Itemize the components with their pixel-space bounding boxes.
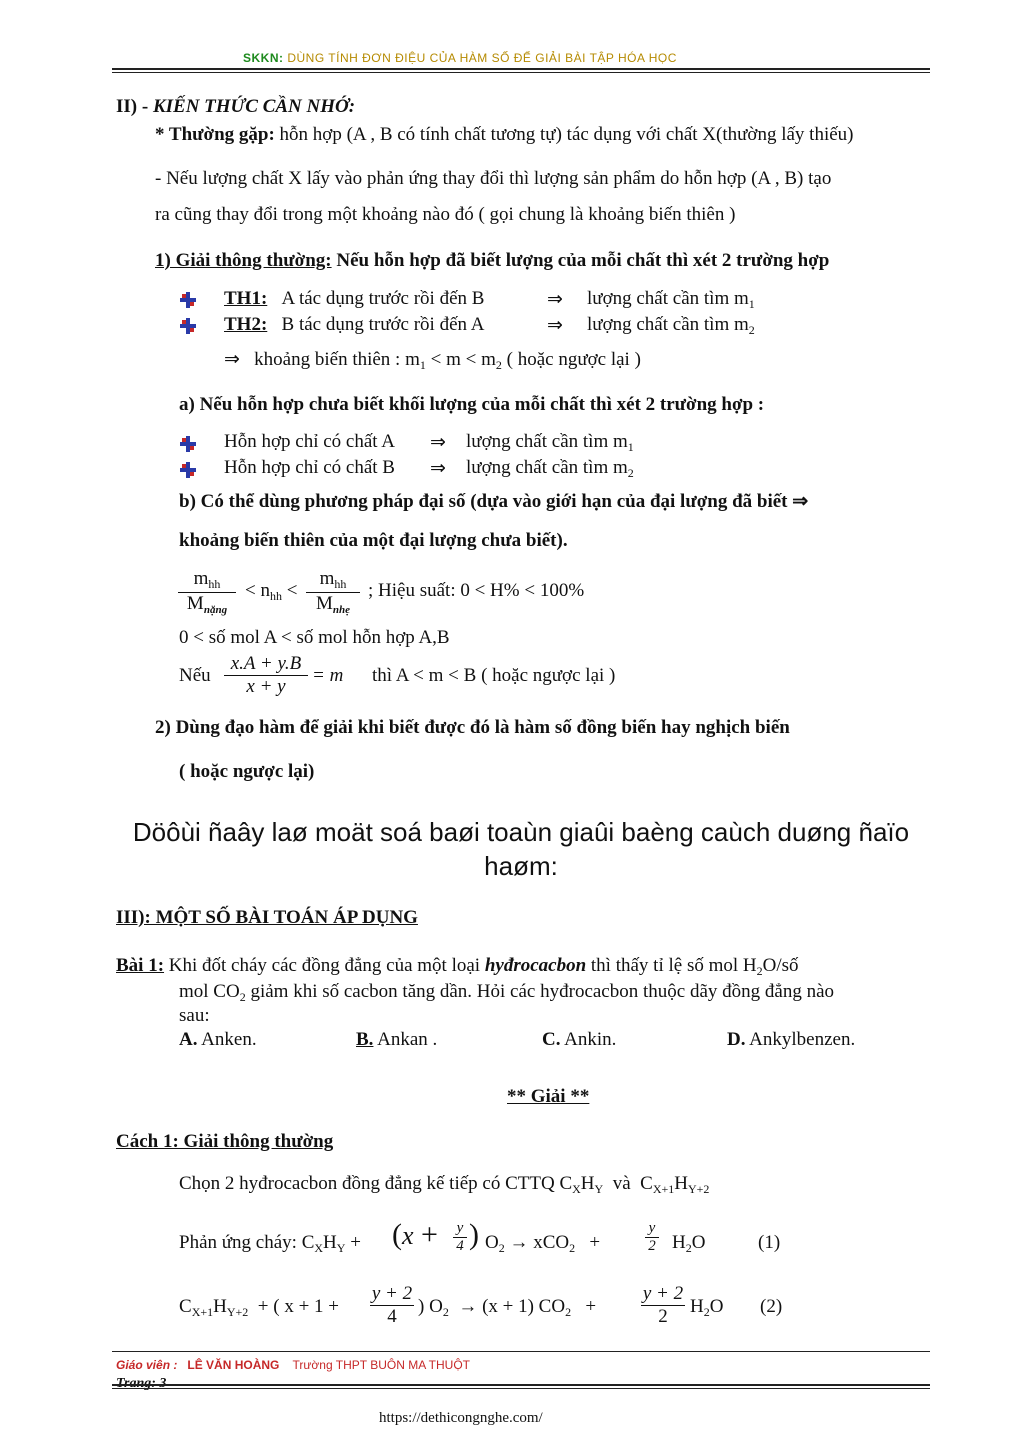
bai1-line1: Bài 1: Khi đốt cháy các đồng đẳng của một loại hyđrocacbon thì thấy tỉ lệ số mol $H_2O/số$ (116, 955, 799, 978)
bullet-icon (180, 318, 196, 334)
bai1-t3: O/số (762, 955, 799, 976)
fraction-weighted-avg (224, 653, 308, 698)
option-d-key: D. (727, 1029, 746, 1050)
th2-line (224, 314, 484, 336)
header-kicker: SKKN: (243, 51, 284, 65)
sub1-heading (155, 250, 829, 272)
weighted-then: thì A < m < B ( hoặc ngược lại ) (372, 665, 616, 686)
implies-icon: ⇒ (224, 349, 240, 370)
footer-gv: Giáo viên : (116, 1358, 178, 1372)
footer-rule-double (112, 1384, 930, 1386)
a1-text: Hỗn hợp chỉ có chất A (224, 431, 395, 452)
frac-M: M (186, 593, 204, 614)
common-text: hỗn hợp (A , B có tính chất tương tự) tác dụng với chất X(thường lấy thiếu) (274, 124, 854, 145)
eq2-frac-left: $\frac{y + 2}{4}$ (371, 1283, 413, 1327)
bai1-t2: thì thấy tỉ lệ số mol H (586, 955, 757, 976)
fraction-m-over-mnhe (306, 568, 360, 616)
implies-icon: ⇒ (430, 432, 446, 453)
source-link[interactable]: https://dethicongnghe.com/ (379, 1410, 543, 1426)
a2-res-text: lượng chất cần tìm m (466, 457, 628, 478)
a1-sub: 1 (627, 440, 634, 454)
sub1-text: Nếu hỗn hợp đã biết lượng của mỗi chất thì xét 2 trường hợp (331, 250, 830, 271)
eq1-rhs: $O_2 \to xCO_2$ + (485, 1232, 601, 1255)
equation-2: $C_{X+1}H_{Y+2}$ + ( x + 1 + (179, 1296, 340, 1319)
footer-name: LÊ VĂN HOÀNG (187, 1358, 280, 1372)
eq2-rhs: ) $O_2 \to (x + 1) CO_2$ + (418, 1296, 597, 1319)
th2-res-text: lượng chất cần tìm m (587, 314, 749, 335)
range-sub2: 2 (495, 358, 502, 372)
th2-label: TH2: (224, 314, 268, 335)
th2-result (587, 314, 755, 338)
garbled-heading: Döôùi ñaây laø moät soá baøi toaùn giaûi baèng caùch duøng ñaïo haøm: (132, 817, 910, 881)
method1-heading: Cách 1: Giải thông thường (116, 1131, 334, 1152)
section-3-heading: III): MỘT SỐ BÀI TOÁN ÁP DỤNG (116, 907, 418, 928)
a2-text: Hỗn hợp chỉ có chất B (224, 457, 395, 478)
bai1-l2a: mol CO (179, 981, 240, 1002)
a1-line (224, 431, 395, 453)
th1-text: A tác dụng trước rồi đến B (281, 288, 485, 309)
eq1-paren: (x + (392, 1218, 438, 1251)
page-header (243, 51, 677, 65)
common-case (155, 124, 853, 146)
bullet-icon (180, 436, 196, 452)
weighted-eq: = m (312, 665, 344, 686)
weighted-den: x + y (224, 675, 308, 698)
range-end: ( hoặc ngược lại ) (501, 349, 641, 370)
footer-teacher (116, 1358, 470, 1372)
bullet-icon (180, 462, 196, 478)
footer-rule (112, 1351, 930, 1352)
n-hh-sub: hh (269, 589, 282, 603)
option-a-text: Anken. (197, 1029, 257, 1050)
para1-line2: ra cũng thay đổi trong một khoảng nào đó ( gọi chung là khoảng biến thiên ) (155, 204, 736, 225)
para1-line1: - Nếu lượng chất X lấy vào phản ứng thay đổi thì lượng sản phẩm do hỗn hợp (A , B) tạo (155, 168, 832, 189)
option-a[interactable] (179, 1029, 257, 1051)
section-2-heading (116, 96, 355, 118)
case-b-line2: khoảng biến thiên của một đại lượng chưa biết). (179, 530, 568, 551)
eq2-frac-right: $\frac{y + 2}{2}$ (642, 1283, 684, 1327)
weighted-num: x.A + y.B (230, 653, 302, 674)
header-title: DÙNG TÍNH ĐƠN ĐIỆU CỦA HÀM SỐ ĐỂ GIẢI BÀI TẬP HÓA HỌC (287, 51, 677, 65)
frac-m: m (193, 568, 209, 589)
th1-label: TH1: (224, 288, 268, 309)
range-sub1: 1 (419, 358, 426, 372)
implies-icon: ⇒ (547, 289, 563, 310)
frac-nang: nặng (203, 604, 228, 616)
option-c-text: Ankin. (560, 1029, 617, 1050)
implies-icon: ⇒ (430, 458, 446, 479)
option-b-text: Ankan . (373, 1029, 438, 1050)
inequality-mid (245, 580, 297, 604)
th2-text: B tác dụng trước rồi đến A (281, 314, 485, 335)
fraction-m-over-mnang (178, 568, 236, 616)
th1-line (224, 288, 484, 310)
option-b-key: B. (356, 1029, 374, 1050)
a2-sub: 2 (627, 466, 634, 480)
frac-hh: hh (208, 577, 221, 591)
range-line (224, 348, 641, 373)
bai1-label: Bài 1: (116, 955, 165, 976)
pu-label: Phản ứng cháy: C (179, 1232, 315, 1253)
bullet-icon (180, 292, 196, 308)
efficiency: ; Hiệu suất: 0 < H% < 100% (368, 580, 585, 601)
bai1-em: hyđrocacbon (484, 955, 587, 976)
sub2-line2: ( hoặc ngược lại) (179, 761, 315, 782)
option-d[interactable] (727, 1029, 855, 1051)
a2-result (466, 457, 634, 481)
eq1-y-over-2: $\frac{y}{2}$ (645, 1220, 659, 1255)
option-c-key: C. (542, 1029, 561, 1050)
footer-school: Trường THPT BUÔN MA THUỘT (292, 1358, 470, 1372)
equation-1: Phản ứng cháy: $C_XH_Y$ + (179, 1232, 361, 1255)
mol-line: 0 < số mol A < số mol hỗn hợp A,B (179, 627, 450, 648)
th1-res-text: lượng chất cần tìm m (587, 288, 749, 309)
range-text: khoảng biến thiên : m (254, 349, 420, 370)
section-2-num: II) - (116, 96, 153, 117)
bai1-line3: sau: (179, 1005, 210, 1026)
option-d-text: Ankylbenzen. (745, 1029, 856, 1050)
eq2-water: $H_2O$ (690, 1296, 724, 1319)
range-mid: < m < m (425, 349, 496, 370)
neu-label: Nếu (179, 665, 211, 686)
frac-M: M (315, 593, 333, 614)
case-b-line1 (179, 490, 808, 513)
case-a: a) Nếu hỗn hợp chưa biết khối lượng của mỗi chất thì xét 2 trường hợp : (179, 394, 765, 415)
bai1-t1: Khi đốt cháy các đồng đẳng của một loại (164, 955, 485, 976)
a1-res-text: lượng chất cần tìm m (466, 431, 628, 452)
lt-1: < (245, 580, 256, 601)
frac-hh: hh (334, 577, 347, 591)
choose-line: Chọn 2 hyđrocacbon đồng đẳng kế tiếp có CTTQ $C_XH_Y$ và $C_{X+1}H_{Y+2}$ (179, 1173, 710, 1196)
bai1-l2b: giảm khi số cacbon tăng dần. Hỏi các hyđrocacbon thuộc dãy đồng đẳng nào (245, 981, 834, 1002)
n-hh: n (260, 580, 270, 601)
lt-2: < (286, 580, 298, 601)
th2-sub: 2 (748, 323, 755, 337)
th1-sub: 1 (748, 297, 755, 311)
footer-rule-thin (112, 1388, 930, 1389)
a1-result (466, 431, 634, 455)
sub2-line1: 2) Dùng đạo hàm để giải khi biết được đó là hàm số đồng biến hay nghịch biến (155, 717, 790, 738)
solution-heading: ** Giải ** (507, 1086, 590, 1107)
eq2-number: (2) (760, 1296, 783, 1317)
eq1-y-over-4: $\frac{y}{4}$ (453, 1220, 467, 1255)
implies-icon: ⇒ (547, 315, 563, 336)
option-c[interactable] (542, 1029, 616, 1051)
common-label: * Thường gặp: (155, 124, 275, 145)
header-rule-thin (112, 72, 930, 73)
frac-nhe: nhẹ (332, 604, 351, 616)
eq1-paren-close: ) (469, 1218, 479, 1251)
bai1-line2: mol $CO_2$ giảm khi số cacbon tăng dần. Hỏi các hyđrocacbon thuộc dãy đồng đẳng nào (179, 981, 834, 1004)
implies-icon: ⇒ (792, 491, 809, 512)
header-rule (112, 68, 930, 70)
a2-line (224, 457, 395, 479)
sub1-label: 1) Giải thông thường: (155, 250, 332, 271)
option-a-key: A. (179, 1029, 198, 1050)
section-2-title: KIẾN THỨC CẦN NHỚ: (152, 96, 356, 117)
eq1-number: (1) (758, 1232, 781, 1253)
case-b-text: b) Có thể dùng phương pháp đại số (dựa vào giới hạn của đại lượng đã biết (179, 491, 788, 512)
frac-m: m (319, 568, 335, 589)
eq1-water: $H_2O$ (672, 1232, 706, 1255)
th1-result (587, 288, 755, 312)
choose-text: Chọn 2 hyđrocacbon đồng đẳng kế tiếp có CTTQ C (179, 1173, 573, 1194)
option-b[interactable] (356, 1029, 437, 1051)
